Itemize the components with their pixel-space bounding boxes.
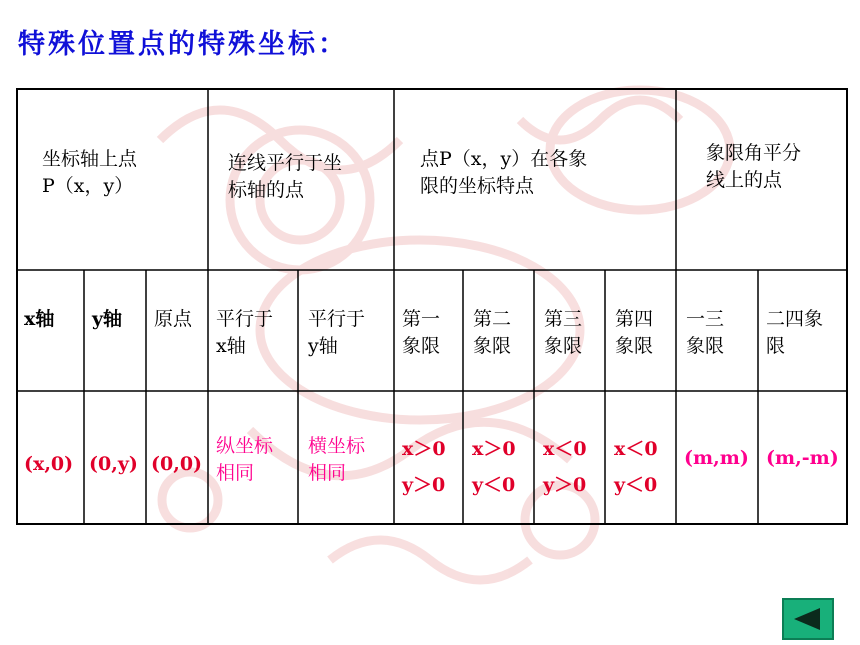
sub-origin: 原点 bbox=[154, 308, 193, 330]
value-q1 bbox=[402, 431, 446, 503]
value-q4 bbox=[614, 431, 658, 503]
triangle-left-icon bbox=[784, 600, 832, 638]
sub-parallel-x-line1: 平行于 bbox=[216, 308, 274, 330]
sub-y-axis: y轴 bbox=[92, 308, 123, 330]
value-q4-y: y＜0 bbox=[614, 474, 658, 496]
value-q4-x: x＜0 bbox=[614, 438, 658, 460]
value-bisector-24: (m,-m) bbox=[766, 447, 839, 469]
header-parallel bbox=[228, 150, 342, 204]
sub-parallel-y-line1: 平行于 bbox=[308, 308, 366, 330]
value-q2 bbox=[472, 431, 516, 503]
sub-bisector-13 bbox=[686, 306, 724, 360]
value-q2-y: y＜0 bbox=[472, 474, 516, 496]
header-bisector-line1: 象限角平分 bbox=[706, 142, 802, 164]
sub-q4-line1: 第四 bbox=[615, 308, 654, 330]
header-axis-point-line2: P（x，y） bbox=[42, 175, 134, 197]
sub-parallel-y bbox=[308, 306, 365, 360]
sub-parallel-x-line2: x轴 bbox=[216, 335, 246, 357]
sub-parallel-y-line2: y轴 bbox=[308, 335, 338, 357]
sub-q3-line1: 第三 bbox=[544, 308, 583, 330]
sub-q1-line1: 第一 bbox=[402, 308, 441, 330]
value-x-axis: (x,0) bbox=[24, 453, 74, 475]
sub-q3 bbox=[544, 306, 582, 360]
value-parallel-y-line1: 横坐标 bbox=[308, 435, 366, 457]
value-q3 bbox=[543, 431, 587, 503]
header-quadrant bbox=[420, 146, 587, 200]
sub-q2-line2: 象限 bbox=[473, 335, 512, 357]
value-parallel-x-line1: 纵坐标 bbox=[216, 435, 274, 457]
value-bisector-13: (m,m) bbox=[684, 447, 749, 469]
sub-q2-line1: 第二 bbox=[473, 308, 512, 330]
value-parallel-y bbox=[308, 433, 365, 487]
header-axis-point-line1: 坐标轴上点 bbox=[42, 148, 138, 170]
header-parallel-line2: 标轴的点 bbox=[228, 179, 305, 201]
value-q3-y: y＞0 bbox=[543, 474, 587, 496]
sub-bisector-13-line2: 象限 bbox=[686, 335, 725, 357]
sub-q3-line2: 象限 bbox=[544, 335, 583, 357]
sub-bisector-13-line1: 一三 bbox=[686, 308, 725, 330]
value-parallel-y-line2: 相同 bbox=[308, 462, 347, 484]
header-quadrant-line1: 点P（x，y）在各象 bbox=[420, 148, 588, 170]
sub-q2 bbox=[473, 306, 511, 360]
value-q3-x: x＜0 bbox=[543, 438, 587, 460]
sub-bisector-24 bbox=[766, 306, 823, 360]
sub-q1 bbox=[402, 306, 440, 360]
sub-parallel-x bbox=[216, 306, 273, 360]
value-q2-x: x＞0 bbox=[472, 438, 516, 460]
sub-bisector-24-line2: 限 bbox=[766, 335, 786, 357]
sub-bisector-24-line1: 二四象 bbox=[766, 308, 824, 330]
sub-q4 bbox=[615, 306, 653, 360]
sub-x-axis: x轴 bbox=[24, 308, 55, 330]
header-bisector bbox=[706, 140, 801, 194]
header-parallel-line1: 连线平行于坐 bbox=[228, 152, 343, 174]
page-title: 特殊位置点的特殊坐标： bbox=[18, 29, 348, 60]
header-bisector-line2: 线上的点 bbox=[706, 169, 783, 191]
value-parallel-x bbox=[216, 433, 273, 487]
value-q1-y: y＞0 bbox=[402, 474, 446, 496]
sub-q1-line2: 象限 bbox=[402, 335, 441, 357]
coordinate-table bbox=[16, 88, 848, 525]
header-quadrant-line2: 限的坐标特点 bbox=[420, 175, 535, 197]
sub-q4-line2: 象限 bbox=[615, 335, 654, 357]
back-button[interactable] bbox=[782, 598, 834, 640]
value-q1-x: x＞0 bbox=[402, 438, 446, 460]
value-origin: (0,0) bbox=[151, 453, 203, 475]
header-axis-point bbox=[42, 146, 137, 200]
value-y-axis: (0,y) bbox=[89, 453, 138, 475]
value-parallel-x-line2: 相同 bbox=[216, 462, 255, 484]
